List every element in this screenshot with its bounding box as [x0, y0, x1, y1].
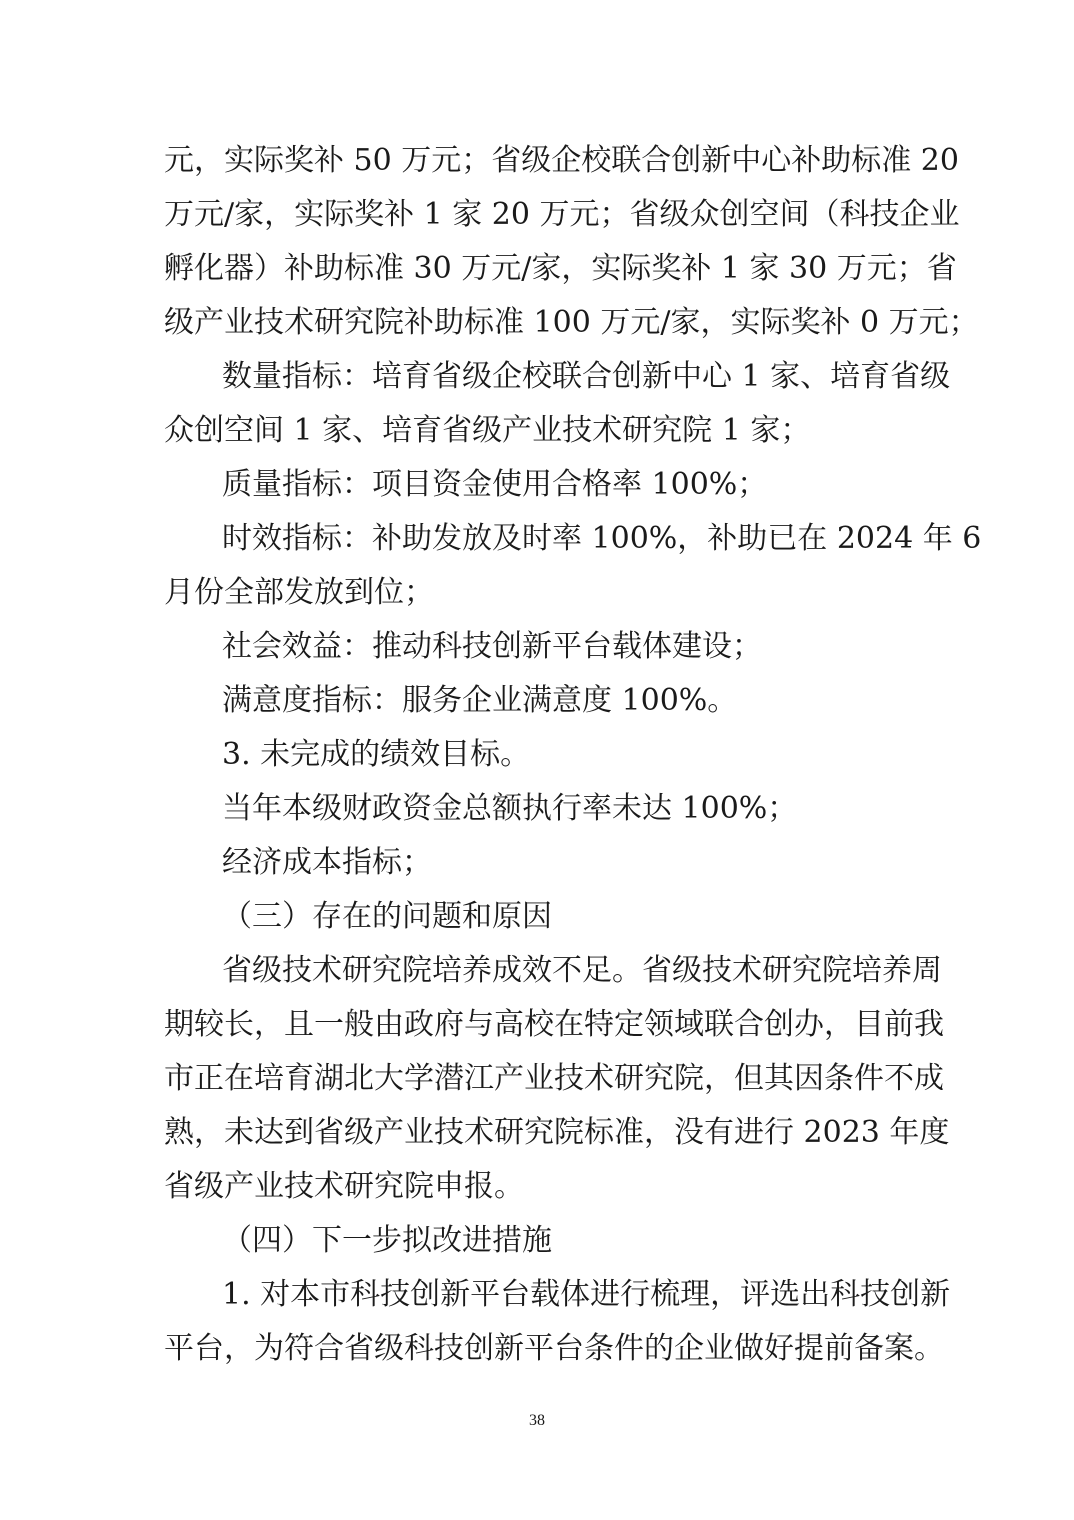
text-line: 平台，为符合省级科技创新平台条件的企业做好提前备案。 — [164, 1331, 944, 1366]
document-body — [164, 134, 982, 1376]
text-line: 期较长，且一般由政府与高校在特定领域联合创办，目前我 — [164, 1007, 944, 1042]
text-line: 省级产业技术研究院申报。 — [164, 1169, 524, 1204]
text-line: 社会效益：推动科技创新平台载体建设； — [222, 629, 762, 664]
text-line: 数量指标：培育省级企校联合创新中心 1 家、培育省级 — [222, 359, 951, 394]
text-line: 当年本级财政资金总额执行率未达 100%； — [222, 791, 798, 826]
text-line: 经济成本指标； — [222, 845, 432, 880]
page-number: 38 — [529, 1412, 545, 1429]
text-line: 万元/家，实际奖补 1 家 20 万元；省级众创空间（科技企业 — [164, 197, 960, 232]
text-line: 时效指标：补助发放及时率 100%，补助已在 2024 年 6 — [222, 521, 982, 556]
text-line: 市正在培育湖北大学潜江产业技术研究院，但其因条件不成 — [164, 1061, 944, 1096]
section-heading: （四）下一步拟改进措施 — [222, 1223, 552, 1258]
text-line: 众创空间 1 家、培育省级产业技术研究院 1 家； — [164, 413, 811, 448]
text-line: 级产业技术研究院补助标准 100 万元/家，实际奖补 0 万元； — [164, 305, 979, 340]
section-heading: （三）存在的问题和原因 — [222, 899, 552, 934]
section-heading: 3. 未完成的绩效目标。 — [222, 737, 531, 772]
text-line: 元，实际奖补 50 万元；省级企校联合创新中心补助标准 20 — [164, 143, 959, 178]
text-line: 月份全部发放到位； — [164, 575, 434, 610]
text-line: 孵化器）补助标准 30 万元/家，实际奖补 1 家 30 万元；省 — [164, 251, 957, 286]
text-line: 满意度指标：服务企业满意度 100%。 — [222, 683, 738, 718]
text-line: 熟，未达到省级产业技术研究院标准，没有进行 2023 年度 — [164, 1115, 950, 1150]
text-line: 1. 对本市科技创新平台载体进行梳理，评选出科技创新 — [222, 1277, 951, 1312]
text-line: 质量指标：项目资金使用合格率 100%； — [222, 467, 768, 502]
text-line: 省级技术研究院培养成效不足。省级技术研究院培养周 — [222, 953, 942, 988]
